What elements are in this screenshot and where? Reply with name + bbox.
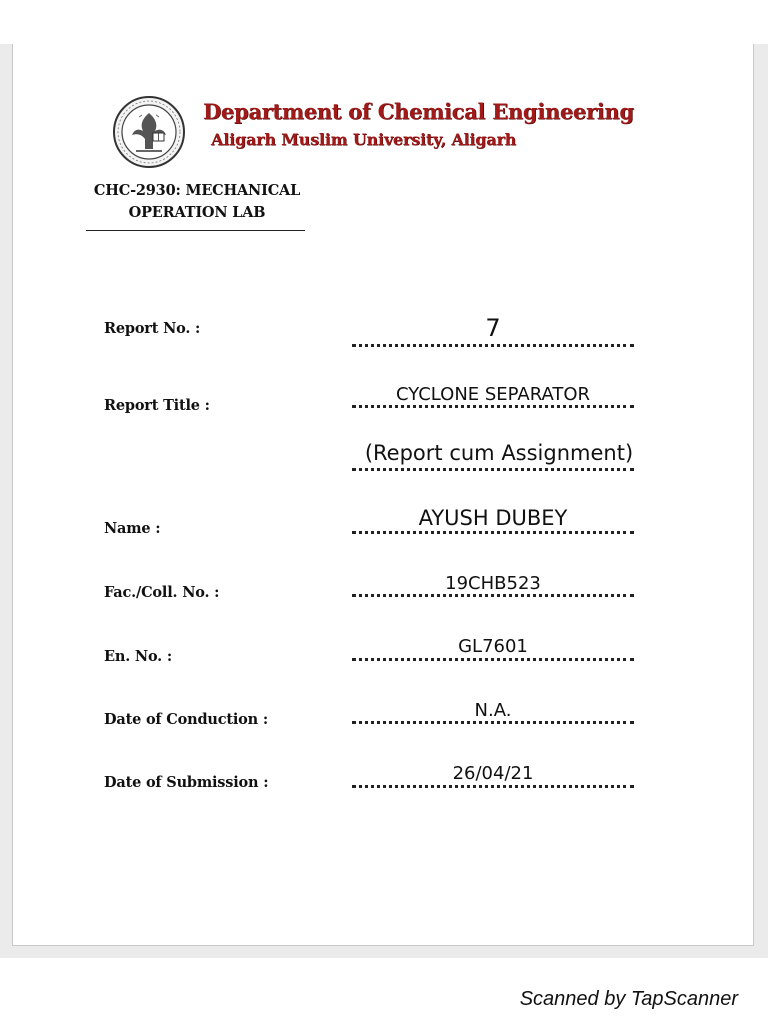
fac-no-label: Fac./Coll. No. : — [104, 584, 220, 601]
en-no-dotted-line — [352, 658, 634, 661]
report-title-subtitle: (Report cum Assignment) — [364, 441, 634, 465]
course-title — [86, 180, 308, 224]
scan-top-margin — [0, 0, 768, 44]
date-submission-dotted-line — [352, 785, 634, 788]
date-conduction-label: Date of Conduction : — [104, 711, 268, 728]
report-title-dotted-line — [352, 405, 634, 408]
en-no-label: En. No. : — [104, 648, 173, 665]
scanner-watermark: Scanned by TapScanner — [519, 988, 738, 1010]
en-no-value: GL7601 — [458, 636, 528, 657]
university-heading: Aligarh Muslim University, Aligarh — [211, 130, 517, 149]
date-submission-value: 26/04/21 — [452, 763, 534, 784]
department-heading: Department of Chemical Engineering — [203, 99, 634, 124]
date-conduction-value: N.A. — [474, 700, 512, 721]
name-value: AYUSH DUBEY — [418, 506, 568, 530]
report-title-label: Report Title : — [104, 397, 210, 414]
fac-no-dotted-line — [352, 594, 634, 597]
university-seal-icon — [112, 95, 186, 169]
report-no-value: 7 — [485, 314, 501, 342]
date-conduction-dotted-line — [352, 721, 634, 724]
fac-no-value: 19CHB523 — [445, 573, 541, 594]
course-title-underline — [86, 230, 305, 231]
name-dotted-line — [352, 531, 634, 534]
date-submission-label: Date of Submission : — [104, 774, 269, 791]
report-no-dotted-line — [352, 344, 634, 347]
report-no-label: Report No. : — [104, 320, 201, 337]
report-subtitle-dotted-line — [352, 468, 634, 471]
course-title-line-1: CHC-2930: MECHANICAL — [93, 182, 301, 199]
course-title-line-2: OPERATION LAB — [128, 204, 266, 221]
report-title-value: CYCLONE SEPARATOR — [395, 384, 591, 405]
name-label: Name : — [104, 520, 161, 537]
